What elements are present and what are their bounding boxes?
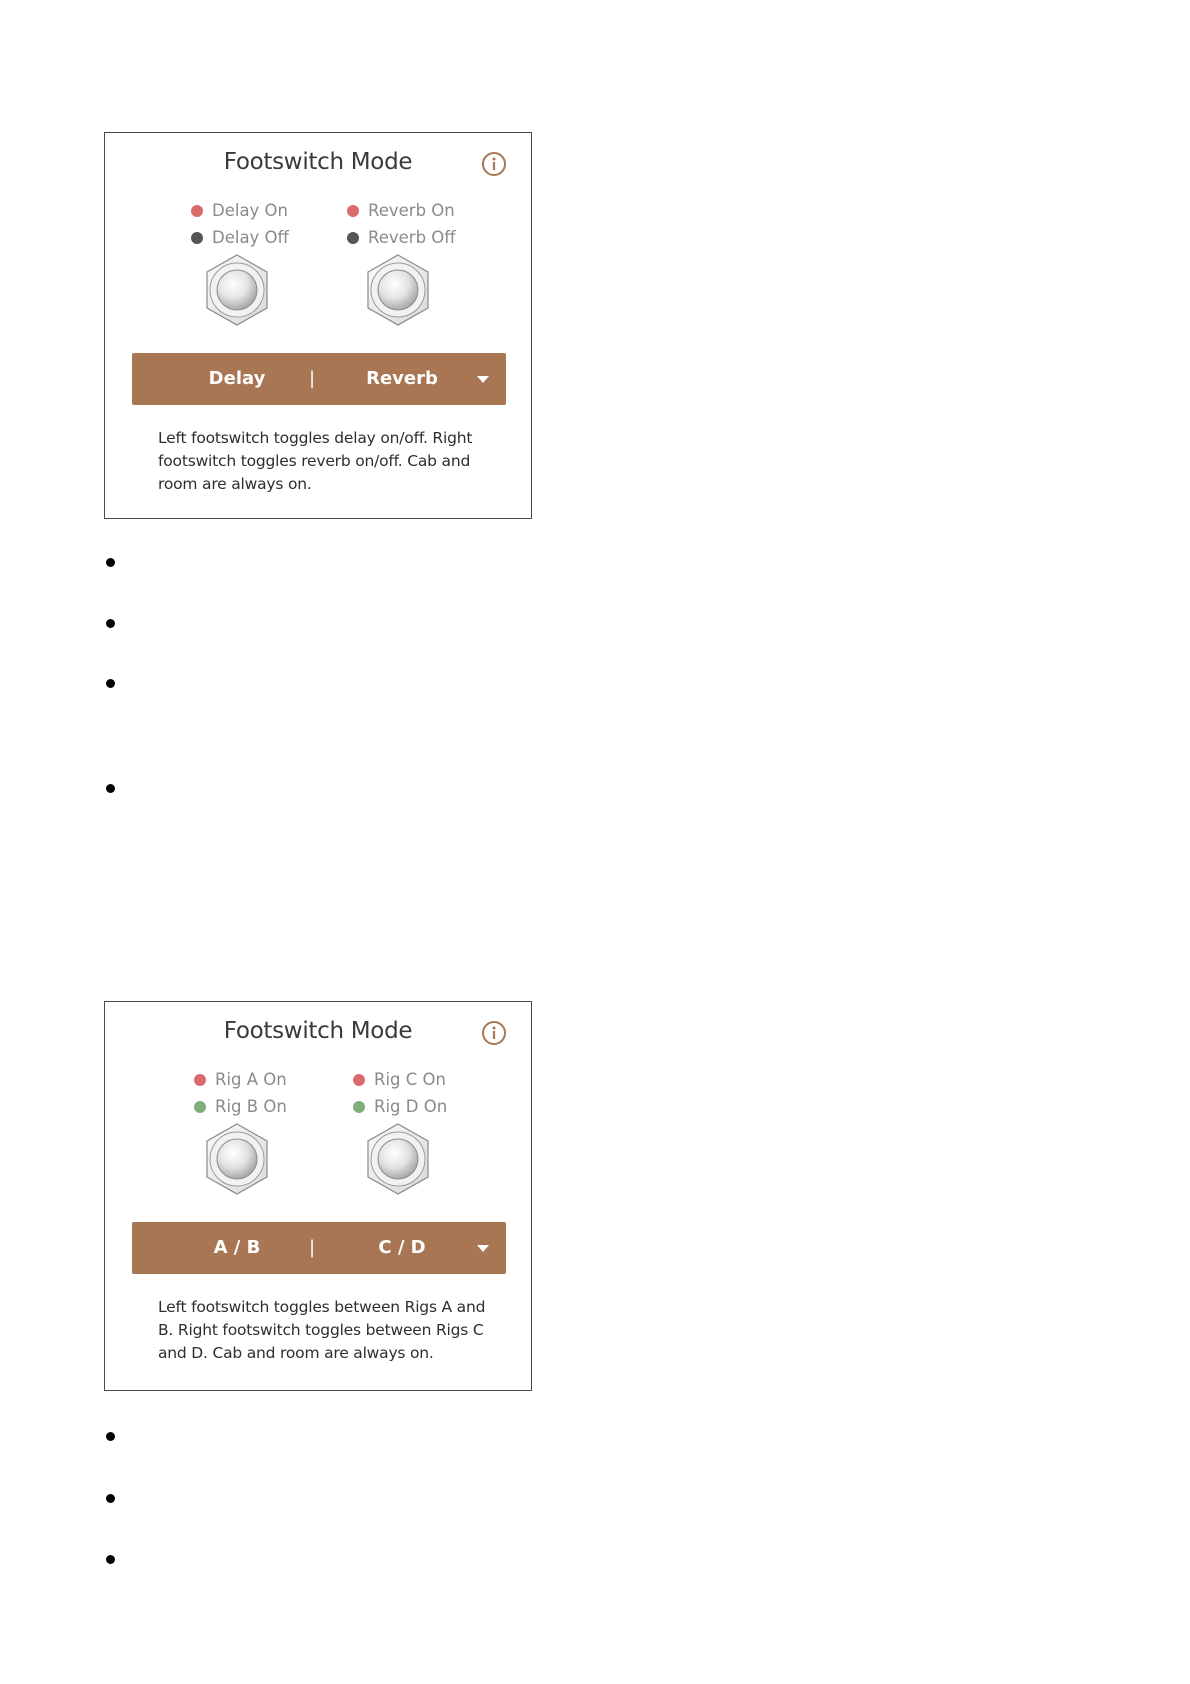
right-footswitch-icon[interactable] — [361, 253, 435, 327]
bullet-icon — [106, 679, 115, 688]
info-icon[interactable] — [481, 151, 507, 177]
footswitch-mode-panel-delay-reverb — [104, 132, 532, 519]
legend-item — [194, 1066, 287, 1093]
mode-separator: | — [308, 1237, 316, 1258]
footswitch-mode-dropdown[interactable] — [132, 1222, 506, 1274]
legend-left — [194, 1066, 287, 1120]
legend-right — [347, 197, 456, 251]
led-dark-icon — [347, 232, 359, 244]
left-footswitch-icon[interactable] — [200, 253, 274, 327]
mode-right-label: C / D — [378, 1237, 426, 1258]
legend-label: Reverb Off — [368, 228, 456, 247]
bullet-icon — [106, 1555, 115, 1564]
led-red-icon — [353, 1074, 365, 1086]
legend-item — [353, 1066, 447, 1093]
legend-label: Delay On — [212, 201, 289, 220]
bullet-icon — [106, 619, 115, 628]
legend-label: Reverb On — [368, 201, 455, 220]
bullet-icon — [106, 784, 115, 793]
led-green-icon — [194, 1101, 206, 1113]
left-footswitch-icon[interactable] — [200, 1122, 274, 1196]
info-icon[interactable] — [481, 1020, 507, 1046]
panel-title: Footswitch Mode — [223, 1018, 413, 1044]
panel-title: Footswitch Mode — [223, 149, 413, 175]
chevron-down-icon — [477, 1245, 489, 1252]
bullet-icon — [106, 558, 115, 567]
mode-description: Left footswitch toggles between Rigs A and B. Right footswitch toggles between Rigs C and D. Cab and room are always on. — [158, 1298, 486, 1362]
mode-right-label: Reverb — [366, 368, 438, 389]
bullet-icon — [106, 1432, 115, 1441]
footswitch-mode-panel-rigs — [104, 1001, 532, 1391]
legend-label: Rig D On — [374, 1097, 448, 1116]
legend-label: Delay Off — [212, 228, 289, 247]
bullet-icon — [106, 1494, 115, 1503]
legend-left — [191, 197, 289, 251]
led-red-icon — [194, 1074, 206, 1086]
mode-description: Left footswitch toggles delay on/off. Right footswitch toggles reverb on/off. Cab and room are always on. — [158, 429, 473, 493]
led-red-icon — [191, 205, 203, 217]
mode-left-label: Delay — [208, 368, 266, 389]
legend-label: Rig A On — [215, 1070, 287, 1089]
legend-item — [191, 197, 289, 224]
legend-item — [347, 224, 456, 251]
legend-item — [191, 224, 289, 251]
legend-item — [353, 1093, 447, 1120]
legend-label: Rig C On — [374, 1070, 446, 1089]
footswitch-mode-dropdown[interactable] — [132, 353, 506, 405]
legend-right — [353, 1066, 447, 1120]
legend-item — [347, 197, 456, 224]
mode-left-label: A / B — [213, 1237, 261, 1258]
led-red-icon — [347, 205, 359, 217]
legend-label: Rig B On — [215, 1097, 287, 1116]
mode-separator: | — [308, 368, 316, 389]
chevron-down-icon — [477, 376, 489, 383]
legend-item — [194, 1093, 287, 1120]
led-green-icon — [353, 1101, 365, 1113]
led-dark-icon — [191, 232, 203, 244]
right-footswitch-icon[interactable] — [361, 1122, 435, 1196]
